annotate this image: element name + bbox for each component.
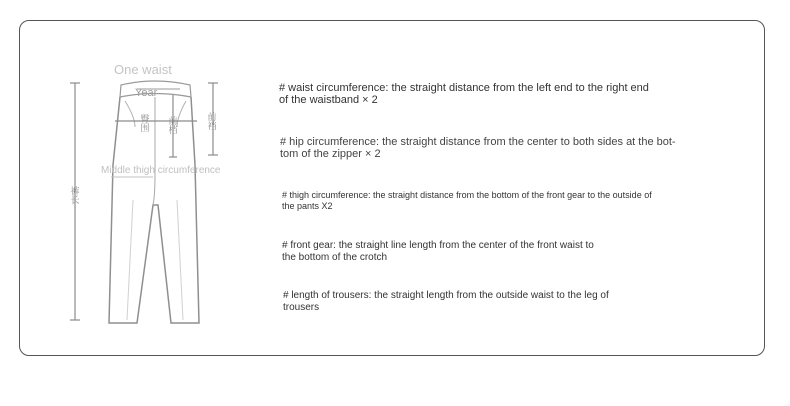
waist-description-line1: # waist circumference: the straight distance from the left end to the right end — [279, 82, 649, 94]
front-gear-description-line1: # front gear: the straight line length from the center of the front waist to — [282, 240, 594, 251]
front-gear-description — [282, 240, 722, 264]
thigh-description — [282, 190, 722, 212]
trousers-diagram — [55, 55, 255, 335]
year-label: Year — [135, 87, 158, 99]
thigh-label: Middle thigh circumference — [101, 165, 221, 176]
waist-description-line2: of the waistband × 2 — [279, 94, 378, 106]
thigh-description-line1: # thigh circumference: the straight distance from the bottom of the front gear to the outside of — [282, 190, 652, 200]
front-gear-label: 前档 — [168, 116, 178, 135]
waist-label: One waist — [114, 62, 172, 77]
length-label: 裤长 — [70, 186, 80, 205]
front-gear-description-line2: the bottom of the crotch — [282, 252, 388, 263]
length-description-line1: # length of trousers: the straight length from the outside waist to the leg of — [283, 290, 609, 301]
hip-label: 臀围 — [140, 114, 150, 133]
thigh-description-line2: the pants X2 — [282, 201, 333, 211]
hip-description-line1: # hip circumference: the straight distance from the center to both sides at the bot- — [280, 136, 676, 148]
length-description — [283, 290, 723, 314]
hip-description — [280, 136, 720, 160]
hip-description-line2: tom of the zipper × 2 — [280, 148, 381, 160]
side-label: 前裆 — [207, 112, 217, 131]
waist-description — [279, 82, 719, 106]
length-description-line2: trousers — [283, 302, 320, 313]
